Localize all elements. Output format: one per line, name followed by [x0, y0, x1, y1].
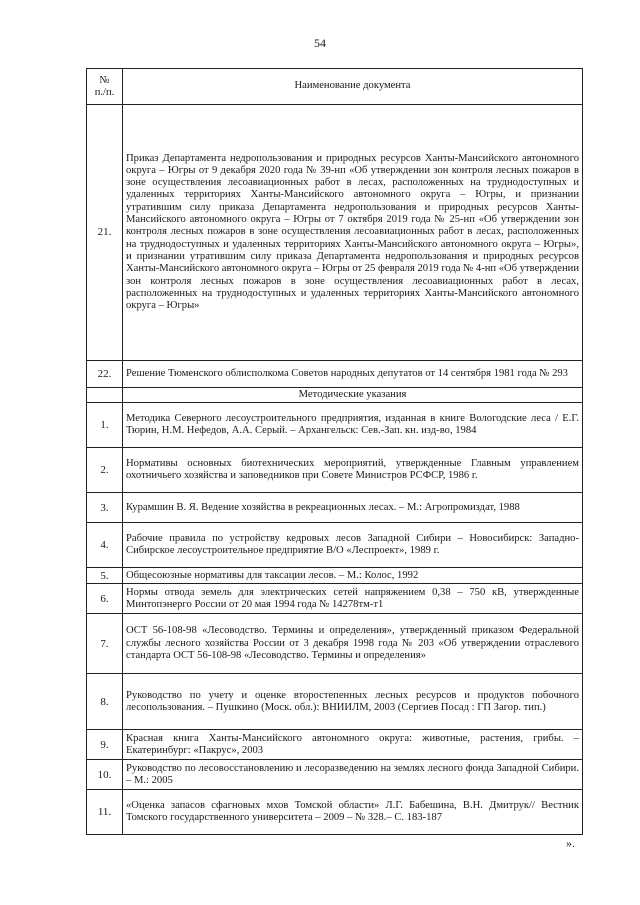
table-row	[87, 361, 583, 388]
row-text: Решение Тюменского облисполкома Советов народных депутатов от 14 сентября 1981 года № 293	[123, 361, 583, 388]
table-row	[87, 584, 583, 614]
row-text: Приказ Департамента недропользования и природных ресурсов Ханты-Мансийского автономного округа – Югры от 9 декабря 2020 года № 39-нп «Об утверждении зон контроля лесных пожаров в зоне осуществления лесоавиационных работ в лесах, расположенных на труднодоступных и удаленных территориях Ханты-Мансийского автономного округа – Югры, и признании утратившим силу приказа Департамента недропользования и природных ресурсов Ханты-Мансийского автономного округа – Югры от 7 октября 2019 года № 25-нп «Об утверждении зон контроля лесных пожаров в зоне осуществления лесоавиационных работ в лесах, расположенных на труднодоступных и удаленных территориях Ханты-Мансийского автономного округа – Югры», и признании утратившим силу приказа Департамента недропользования и природных ресурсов Ханты-Мансийского автономного округа – Югры от 25 февраля 2019 года № 4-нп «Об утверждении зон контроля лесных пожаров в зоне осуществления лесоавиационных работ в лесах, расположенных на труднодоступных и удаленных территориях Ханты-Мансийского автономного округа – Югры»	[123, 105, 583, 361]
row-number: 4.	[87, 523, 123, 568]
table-row	[87, 730, 583, 760]
row-text: «Оценка запасов сфагновых мхов Томской области» Л.Г. Бабешина, В.Н. Дмитрук// Вестник Томского государственного университета – 2009 – № 328.– С. 183-187	[123, 790, 583, 835]
page-number: 54	[314, 36, 326, 50]
table-header-row	[87, 69, 583, 105]
row-text: Руководство по лесовосстановлению и лесоразведению на землях лесного фонда Западной Сибири. – М.: 2005	[123, 760, 583, 790]
table-row	[87, 403, 583, 448]
row-number: 22.	[87, 361, 123, 388]
row-number: 11.	[87, 790, 123, 835]
row-number: 6.	[87, 584, 123, 614]
header-number: № п./п.	[87, 69, 123, 105]
documents-table	[86, 68, 583, 835]
table-row	[87, 760, 583, 790]
row-number: 7.	[87, 614, 123, 674]
row-text: Методика Северного лесоустроительного предприятия, изданная в книге Вологодские леса / Е.Г. Тюрин, Н.М. Нефедов, А.А. Серый. – Архангельск: Сев.-Зап. кн. изд-во, 1984	[123, 403, 583, 448]
row-text: Курамшин В. Я. Ведение хозяйства в рекреационных лесах. – М.: Агропромиздат, 1988	[123, 493, 583, 523]
row-text: ОСТ 56-108-98 «Лесоводство. Термины и определения», утвержденный приказом Федеральной службы лесного хозяйства России от 3 декабря 1998 года № 203 «Об утверждении отраслевого стандарта ОСТ 56-108-98 «Лесоводство. Термины и определения»	[123, 614, 583, 674]
row-number: 5.	[87, 568, 123, 584]
table-row	[87, 674, 583, 730]
table-row	[87, 614, 583, 674]
row-number: 2.	[87, 448, 123, 493]
row-text: Красная книга Ханты-Мансийского автономного округа: животные, растения, грибы. – Екатеринбург: «Пакрус», 2003	[123, 730, 583, 760]
row-number: 8.	[87, 674, 123, 730]
closing-mark: ».	[566, 836, 575, 850]
table-row	[87, 523, 583, 568]
row-text: Нормы отвода земель для электрических сетей напряжением 0,38 – 750 кВ, утвержденные Минтопэнерго России от 20 мая 1994 года № 14278тм-т1	[123, 584, 583, 614]
section-header-row	[87, 388, 583, 403]
row-number: 9.	[87, 730, 123, 760]
table-row	[87, 448, 583, 493]
section-number-cell	[87, 388, 123, 403]
row-text: Рабочие правила по устройству кедровых лесов Западной Сибири – Новосибирск: Западно-Сибирское лесоустроительное предприятие В/О «Леспроект», 1989 г.	[123, 523, 583, 568]
row-number: 3.	[87, 493, 123, 523]
row-number: 1.	[87, 403, 123, 448]
row-number: 10.	[87, 760, 123, 790]
row-text: Нормативы основных биотехнических мероприятий, утвержденные Главным управлением охотничьего хозяйства и заповедников при Совете Министров РСФСР, 1986 г.	[123, 448, 583, 493]
row-text: Руководство по учету и оценке второстепенных лесных ресурсов и продуктов побочного лесопользования. – Пушкино (Моск. обл.): ВНИИЛМ, 2003 (Сергиев Посад : ГП Загор. тип.)	[123, 674, 583, 730]
row-text: Общесоюзные нормативы для таксации лесов. – М.: Колос, 1992	[123, 568, 583, 584]
header-document-name: Наименование документа	[123, 69, 583, 105]
table-row	[87, 568, 583, 584]
table-row	[87, 790, 583, 835]
table-row	[87, 105, 583, 361]
table-row	[87, 493, 583, 523]
row-number: 21.	[87, 105, 123, 361]
section-title: Методические указания	[123, 388, 583, 403]
